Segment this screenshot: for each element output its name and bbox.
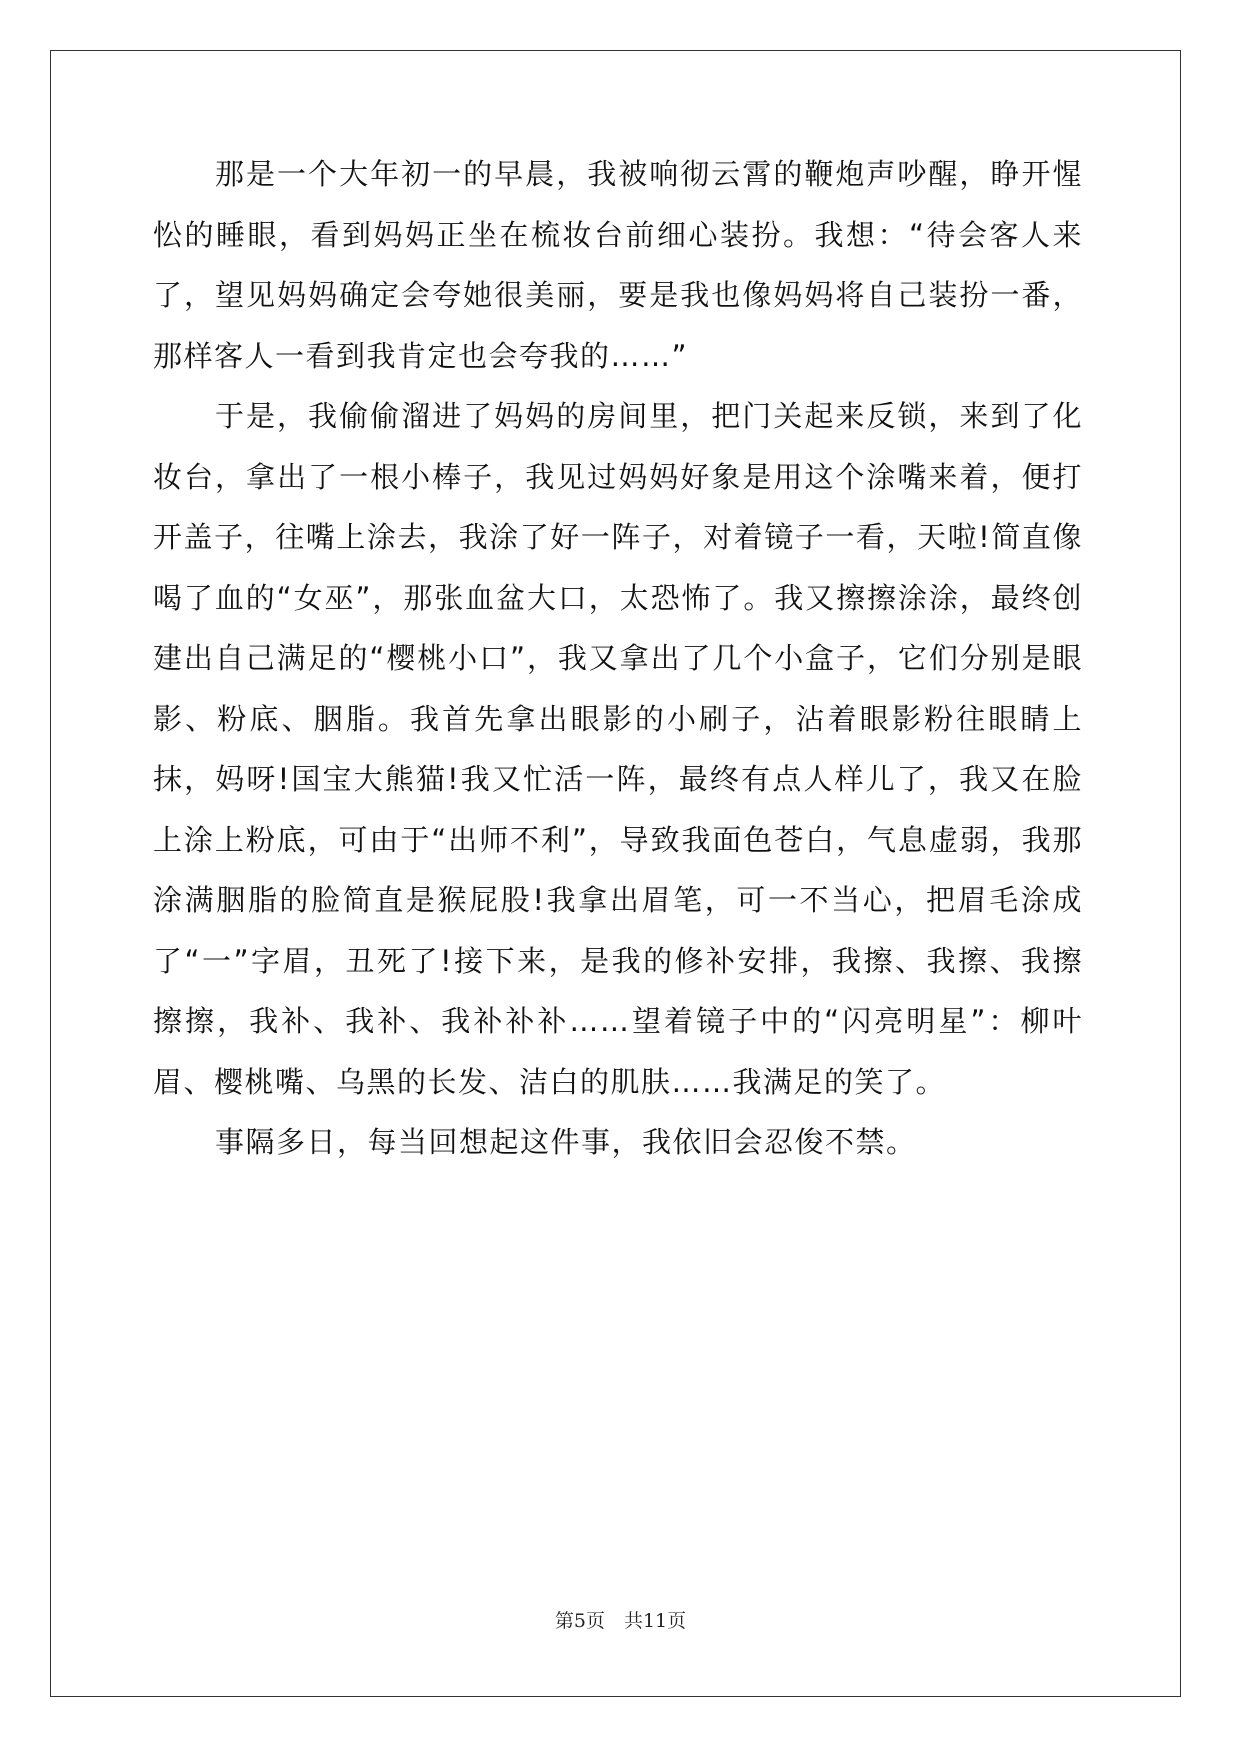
page-number-footer: 第5页 共11页	[554, 1610, 687, 1632]
document-body	[153, 144, 1083, 1173]
paragraph-2: 于是，我偷偷溜进了妈妈的房间里，把门关起来反锁，来到了化妆台，拿出了一根小棒子，我见过妈妈好象是用这个涂嘴来着，便打开盖子，往嘴上涂去，我涂了好一阵子，对着镜子一看，天啦!简直像喝了血的“女巫”，那张血盆大口，太恐怖了。我又擦擦涂涂，最终创建出自己满足的“樱桃小口”，我又拿出了几个小盒子，它们分别是眼影、粉底、胭脂。我首先拿出眼影的小刷子，沾着眼影粉往眼睛上抹，妈呀!国宝大熊猫!我又忙活一阵，最终有点人样儿了，我又在脸上涂上粉底，可由于“出师不利”，导致我面色苍白，气息虚弱，我那涂满胭脂的脸简直是猴屁股!我拿出眉笔，可一不当心，把眉毛涂成了“一”字眉，丑死了!接下来，是我的修补安排，我擦、我擦、我擦擦擦，我补、我补、我补补补……望着镜子中的“闪亮明星”：柳叶眉、樱桃嘴、乌黑的长发、洁白的肌肤……我满足的笑了。	[153, 399, 1083, 1099]
paragraph-3: 事隔多日，每当回想起这件事，我依旧会忍俊不禁。	[215, 1125, 917, 1159]
paragraph-1: 那是一个大年初一的早晨，我被响彻云霄的鞭炮声吵醒，睁开惺忪的睡眼，看到妈妈正坐在梳妆台前细心装扮。我想：“待会客人来了，望见妈妈确定会夸她很美丽，要是我也像妈妈将自己装扮一番，那样客人一看到我肯定也会夸我的……”	[153, 157, 1083, 373]
